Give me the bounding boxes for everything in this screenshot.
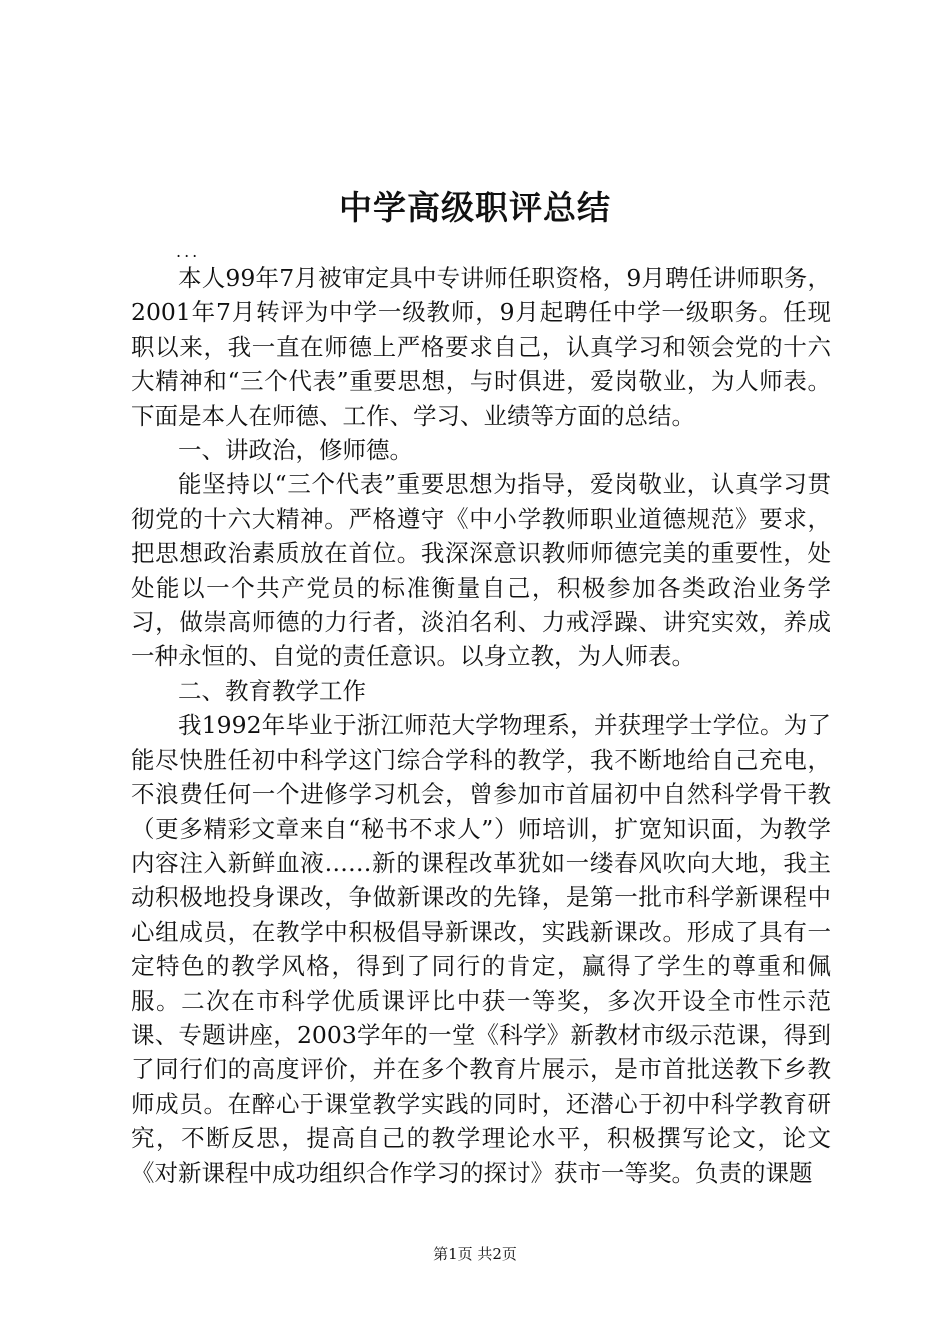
section-heading-2: 二、教育教学工作 [178,676,366,705]
page-number-footer: 第1页 共2页 [433,1245,517,1263]
section-heading-1: 一、讲政治，修师德。 [178,436,413,465]
document-title: 中学高级职评总结 [339,188,611,227]
document-body [131,261,831,1190]
ellipsis-mark: ... [176,242,201,261]
paragraph-ethics: 能坚持以“三个代表”重要思想为指导，爱岗敬业，认真学习贯彻党的十六大精神。严格遵守《中小学教师职业道德规范》要求，把思想政治素质放在首位。我深深意识教师师德完美的重要性，处处能以一个共产党员的标准衡量自己，积极参加各类政治业务学习，做崇高师德的力行者，淡泊名利、力戒浮躁、讲究实效，养成一种永恒的、自觉的责任意识。以身立教，为人师表。 [131,470,831,671]
paragraph-intro: 本人99年7月被审定具中专讲师任职资格，9月聘任讲师职务，2001年7月转评为中学一级教师，9月起聘任中学一级职务。任现职以来，我一直在师德上严格要求自己，认真学习和领会党的十六大精神和“三个代表”重要思想，与时俱进，爱岗敬业，为人师表。下面是本人在师德、工作、学习、业绩等方面的总结。 [131,264,831,430]
paragraph-teaching: 我1992年毕业于浙江师范大学物理系，并获理学士学位。为了能尽快胜任初中科学这门综合学科的教学，我不断地给自己充电，不浪费任何一个进修学习机会，曾参加市首届初中自然科学骨干教（更多精彩文章来自“秘书不求人”）师培训，扩宽知识面，为教学内容注入新鲜血液……新的课程改革犹如一缕春风吹向大地，我主动积极地投身课改，争做新课改的先锋，是第一批市科学新课程中心组成员，在教学中积极倡导新课改，实践新课改。形成了具有一定特色的教学风格，得到了同行的肯定，赢得了学生的尊重和佩服。二次在市科学优质课评比中获一等奖，多次开设全市性示范课、专题讲座，2003学年的一堂《科学》新教材市级示范课，得到了同行们的高度评价，并在多个教育片展示，是市首批送教下乡教师成员。在醉心于课堂教学实践的同时，还潜心于初中科学教育研究，不断反思，提高自己的教学理论水平，积极撰写论文，论文《对新课程中成功组织合作学习的探讨》获市一等奖。负责的课题 [131,711,831,1187]
